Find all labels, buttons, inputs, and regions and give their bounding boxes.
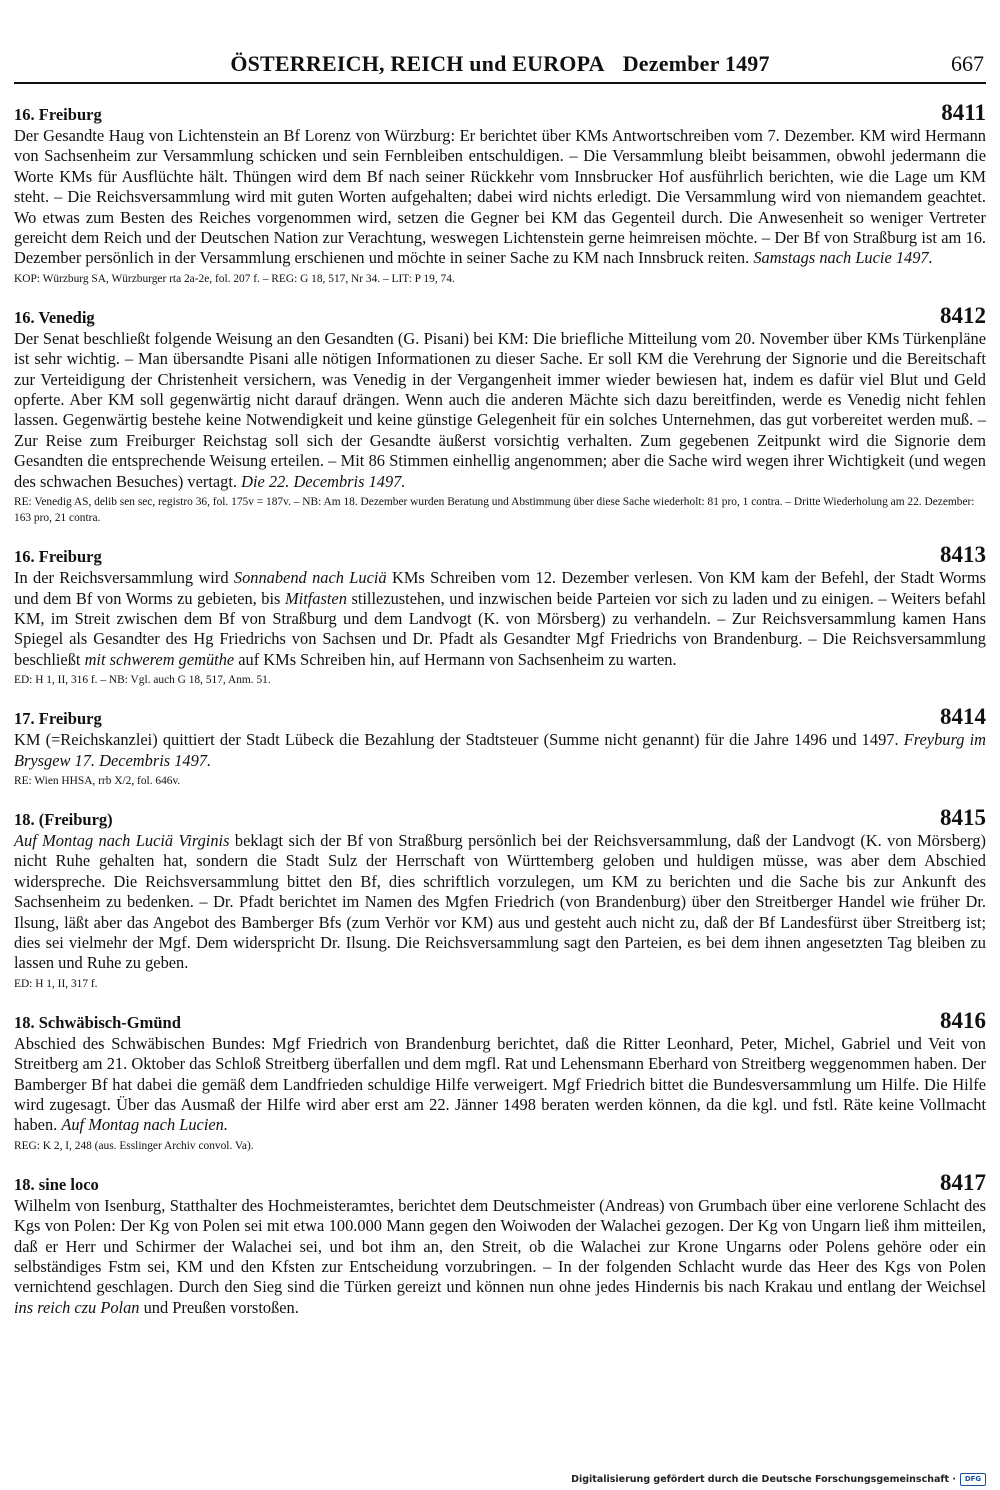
entry-source-note: RE: Venedig AS, delib sen sec, registro 36, fol. 175v = 187v. – NB: Am 18. Dezember wurden Beratung und Abstimmung über diese Sache wiederholt: 81 pro, 1 contra. – Dritte Wiederholung am 22. Dezember: 163 pro, 21 contra. — [14, 496, 975, 525]
register-entry-8413 — [14, 542, 986, 688]
entry-dating: Die 22. Decembris 1497. — [241, 471, 406, 491]
entry-text — [14, 126, 986, 269]
entry-source-note: REG: K 2, I, 248 (aus. Esslinger Archiv convol. Va). — [14, 1139, 254, 1152]
page — [14, 50, 986, 1318]
entry-heading — [14, 303, 986, 329]
italic-phrase: Sonnabend nach Luciä — [233, 568, 387, 588]
register-entry-8416 — [14, 1008, 986, 1154]
italic-phrase: Auf Montag nach Luciä Virginis — [14, 830, 230, 850]
entry-heading — [14, 542, 986, 568]
dfg-logo — [960, 1473, 986, 1486]
entry-heading — [14, 805, 986, 831]
digitization-credit — [571, 1473, 986, 1486]
header-date: Dezember 1497 — [622, 51, 770, 76]
entry-source-note: ED: H 1, II, 317 f. — [14, 977, 98, 990]
entry-body: Abschied des Schwäbischen Bundes: Mgf Friedrich von Brandenburg berichtet, daß die Ritter Leonhard, Peter, Michel, Gabriel und Veit von Streitberg am 21. Oktober das Schloß Streitberg überfallen und dem mgfl. Rat und Lehensmann Eberhard von Streitberg weggenommen haben. Der Bamberger Bf hat dabei die gemäß dem Landfrieden schuldige Hilfe verweigert. Mgf Friedrich bittet die Bundesversammlung um Hilfe. Die Hilfe wird zugesagt. Über das Ausmaß der Hilfe wird aber erst am 22. Jänner 1498 beraten werden können, da die kgl. und fstl. Räte keine Vollmacht haben. — [14, 1033, 986, 1135]
running-header — [14, 50, 986, 84]
entry-body: Der Senat beschließt folgende Weisung an den Gesandten (G. Pisani) bei KM: Die briefliche Mitteilung vom 20. November über KMs Türkenpläne ist sehr wichtig. – Man übersandte Pisani alle nötigen Informationen zu dieser Sache. Er soll KM die Verehrung der Signorie und die Bereitschaft zur Verteidigung der Christenheit versichern, was Venedig in der Vergangenheit immer wieder bewiesen hat, indem es dafür viel Blut und Geld opferte. Aber KM soll gegenwärtig nicht darauf drängen. Wenn auch die anderen Mächte sich dazu bereitfinden, werde es Venedig nicht fehlen lassen. Gegenwärtig bestehe keine Notwendigkeit und keine günstige Gelegenheit für ein solches Unternehmen, das gut vorbereitet werden muß. – Zur Reise zum Freiburger Reichstag soll sich der Gesandte äußerst vorsichtig verhalten. Zum gegebenen Zeitpunkt wird die Signorie dem Gesandten die entsprechende Weisung erteilen. – Mit 86 Stimmen einhellig angenommen; aber die Sache wird wegen ihrer Wichtigkeit (und wegen des schwachen Besuches) vertagt. — [14, 328, 986, 491]
entry-heading — [14, 100, 986, 126]
entry-number: 8413 — [940, 542, 986, 568]
entry-number: 8412 — [940, 302, 986, 328]
entry-number: 8416 — [940, 1007, 986, 1033]
entry-place: 16. Venedig — [14, 307, 95, 327]
entry-dating: Samstags nach Lucie 1497. — [753, 248, 933, 268]
entry-text — [14, 1196, 986, 1318]
entry-number: 8411 — [941, 100, 986, 125]
text-segment: Wilhelm von Isenburg, Statthalter des Hochmeisteramtes, berichtet dem Deutschmeister (Andreas) von Grumbach über eine verlorene Schlacht des Kgs von Polen: Der Kg von Polen sei mit etwa 100.000 Mann gegen den Woiwoden der Walachei gezogen. Der Kg von Ungarn ließ ihm mitteilen, daß er Herr und Schirmer der Walachei sei, und bot ihm an, den Streit, ob die Walachei zur Krone Ungarns oder Polens gehöre oder ein selbständiges Fstm sei, KM und den Kfsten zur Entscheidung vorzubringen. – In der folgenden Schlacht wurde das Heer des Kgs von Polen vernichtend geschlagen. Durch den Sieg sind die Türken gereizt und können nun ohne jedes Hindernis bis nach Krakau und entlang der Weichsel — [14, 1195, 986, 1297]
entry-heading — [14, 704, 986, 730]
entry-heading — [14, 1008, 986, 1034]
entry-text — [14, 730, 986, 771]
entry-place: 17. Freiburg — [14, 709, 102, 729]
text-segment: und Preußen vorstoßen. — [139, 1297, 299, 1317]
entry-text — [14, 1034, 986, 1136]
entry-place: 18. Schwäbisch-Gmünd — [14, 1012, 181, 1032]
register-entry-8411 — [14, 100, 986, 287]
entry-dating: Auf Montag nach Lucien. — [61, 1115, 228, 1135]
text-segment: stillezustehen, und inzwischen beide Parteien vor sich zu laden und zu einigen. – Weiters befahl KM, im Streit zwischen dem Bf von Straßburg und dem Landvogt (K. von Mörsberg) zu verhandeln. – Zur Reichsversammlung kamen Hans Spiegel als Gesandter des Hg Friedrichs von Sachsen und Dr. Pfadt als Gesandter Mgf Friedrichs von Brandenburg. – Die Reichsversammlung beschließt — [14, 588, 986, 669]
entry-dating: Freyburg im Brysgew 17. Decembris 1497. — [14, 730, 986, 770]
entry-body: Der Gesandte Haug von Lichtenstein an Bf Lorenz von Würzburg: Er berichtet über KMs Antwortschreiben vom 7. Dezember. KM wird Hermann von Sachsenheim zur Versammlung schicken und sein Fernbleiben entschuldigen. – Die Versammlung bleibt beisammen, obwohl jedermann die Worte KMs für Ausflüchte hält. Thüngen wird dem Bf nach seiner Rückkehr vom Innsbrucker Hof ausführlich berichten, wie die Lage um KM steht. – Die Reichsversammlung wird mit guten Worten aufgehalten; dabei wird nichts erledigt. Die Versammlung wird von niemandem geachtet. Wo etwas zum Besten des Reiches vorgenommen wird, setzen die Gegner bei KM das Gegenteil durch. Die Anwesenheit so weniger Vertreter gereicht dem Reich und der Deutschen Nation zur Verachtung, weswegen Lichtenstein gerne heimreisen möchte. – Der Bf von Straßburg ist am 16. Dezember persönlich in der Versammlung erschienen und möchte in seiner Sache zu KM nach Innsbruck reiten. — [14, 126, 986, 268]
entry-heading — [14, 1170, 986, 1196]
text-segment: auf KMs Schreiben hin, auf Hermann von Sachsenheim zu warten. — [234, 649, 677, 669]
entry-place: 16. Freiburg — [14, 105, 102, 124]
entry-place: 18. (Freiburg) — [14, 809, 113, 829]
header-title-text: ÖSTERREICH, REICH und EUROPA — [230, 51, 605, 76]
entry-text — [14, 831, 986, 974]
italic-phrase: mit schwerem gemüthe — [84, 649, 235, 669]
register-entry-8417 — [14, 1170, 986, 1318]
entry-number: 8417 — [940, 1169, 986, 1195]
credit-text: Digitalisierung gefördert durch die Deutsche Forschungsgemeinschaft · — [571, 1474, 956, 1485]
header-title — [230, 51, 769, 82]
entry-source-note: ED: H 1, II, 316 f. – NB: Vgl. auch G 18, 517, Anm. 51. — [14, 674, 271, 687]
entry-source-note: RE: Wien HHSA, rrb X/2, fol. 646v. — [14, 774, 181, 787]
register-entry-8415 — [14, 805, 986, 992]
entry-text — [14, 329, 986, 492]
text-segment: In der Reichsversammlung wird — [14, 568, 234, 588]
text-segment: beklagt sich der Bf von Straßburg persönlich bei der Reichsversammlung, daß der Landvogt (K. von Mörsberg) nicht Ruhe gehalten hat, sondern die Stadt Sulz der Herrschaft von Württemberg geloben und huldigen müsse, was aber dem Abschied widerspreche. Die Reichsversammlung bittet den Bf, dies schriftlich vorzulegen, um KM zu berichten und die Sache bis zur Ankunft des Sachsenheim zu bedenken. – Dr. Pfadt berichtet im Namen des Mgfen Friedrich (von Brandenburg) über den Streitberger Handel wie früher Dr. Ilsung, läßt aber das Angebot des Bamberger Bfs (zum Verhör vor KM) aus und gesteht auch nicht zu, daß der Bf Landesfürst über Streitberg ist; dies sei vielmehr der Mgf. Dem widerspricht Dr. Ilsung. Die Reichsversammlung sagt den Parteien, es bei dem ihnen angesetzten Tag bleiben zu lassen und Ruhe zu geben. — [14, 830, 986, 973]
page-number: 667 — [951, 51, 984, 76]
entry-number: 8414 — [940, 704, 986, 730]
entry-body: KM (=Reichskanzlei) quittiert der Stadt Lübeck die Bezahlung der Stadtsteuer (Summe nicht genannt) für die Jahre 1496 und 1497. — [14, 730, 899, 750]
italic-phrase: Mitfasten — [284, 588, 347, 608]
register-entry-8414 — [14, 704, 986, 789]
text-segment: KMs Schreiben vom 12. Dezember verlesen. Von KM kam der Befehl, der Stadt Worms und dem Bf von Worms zu gebieten, bis — [14, 568, 986, 608]
dfg-logo-text: DFG — [964, 1475, 982, 1483]
register-entry-8412 — [14, 303, 986, 526]
entry-place: 16. Freiburg — [14, 547, 102, 567]
entry-text — [14, 568, 986, 670]
entry-place: 18. sine loco — [14, 1174, 99, 1194]
entry-number: 8415 — [940, 804, 986, 830]
italic-phrase: ins reich czu Polan — [14, 1297, 140, 1317]
entry-source-note: KOP: Würzburg SA, Würzburger rta 2a-2e, fol. 207 f. – REG: G 18, 517, Nr 34. – LIT: P 19, 74. — [14, 272, 455, 285]
